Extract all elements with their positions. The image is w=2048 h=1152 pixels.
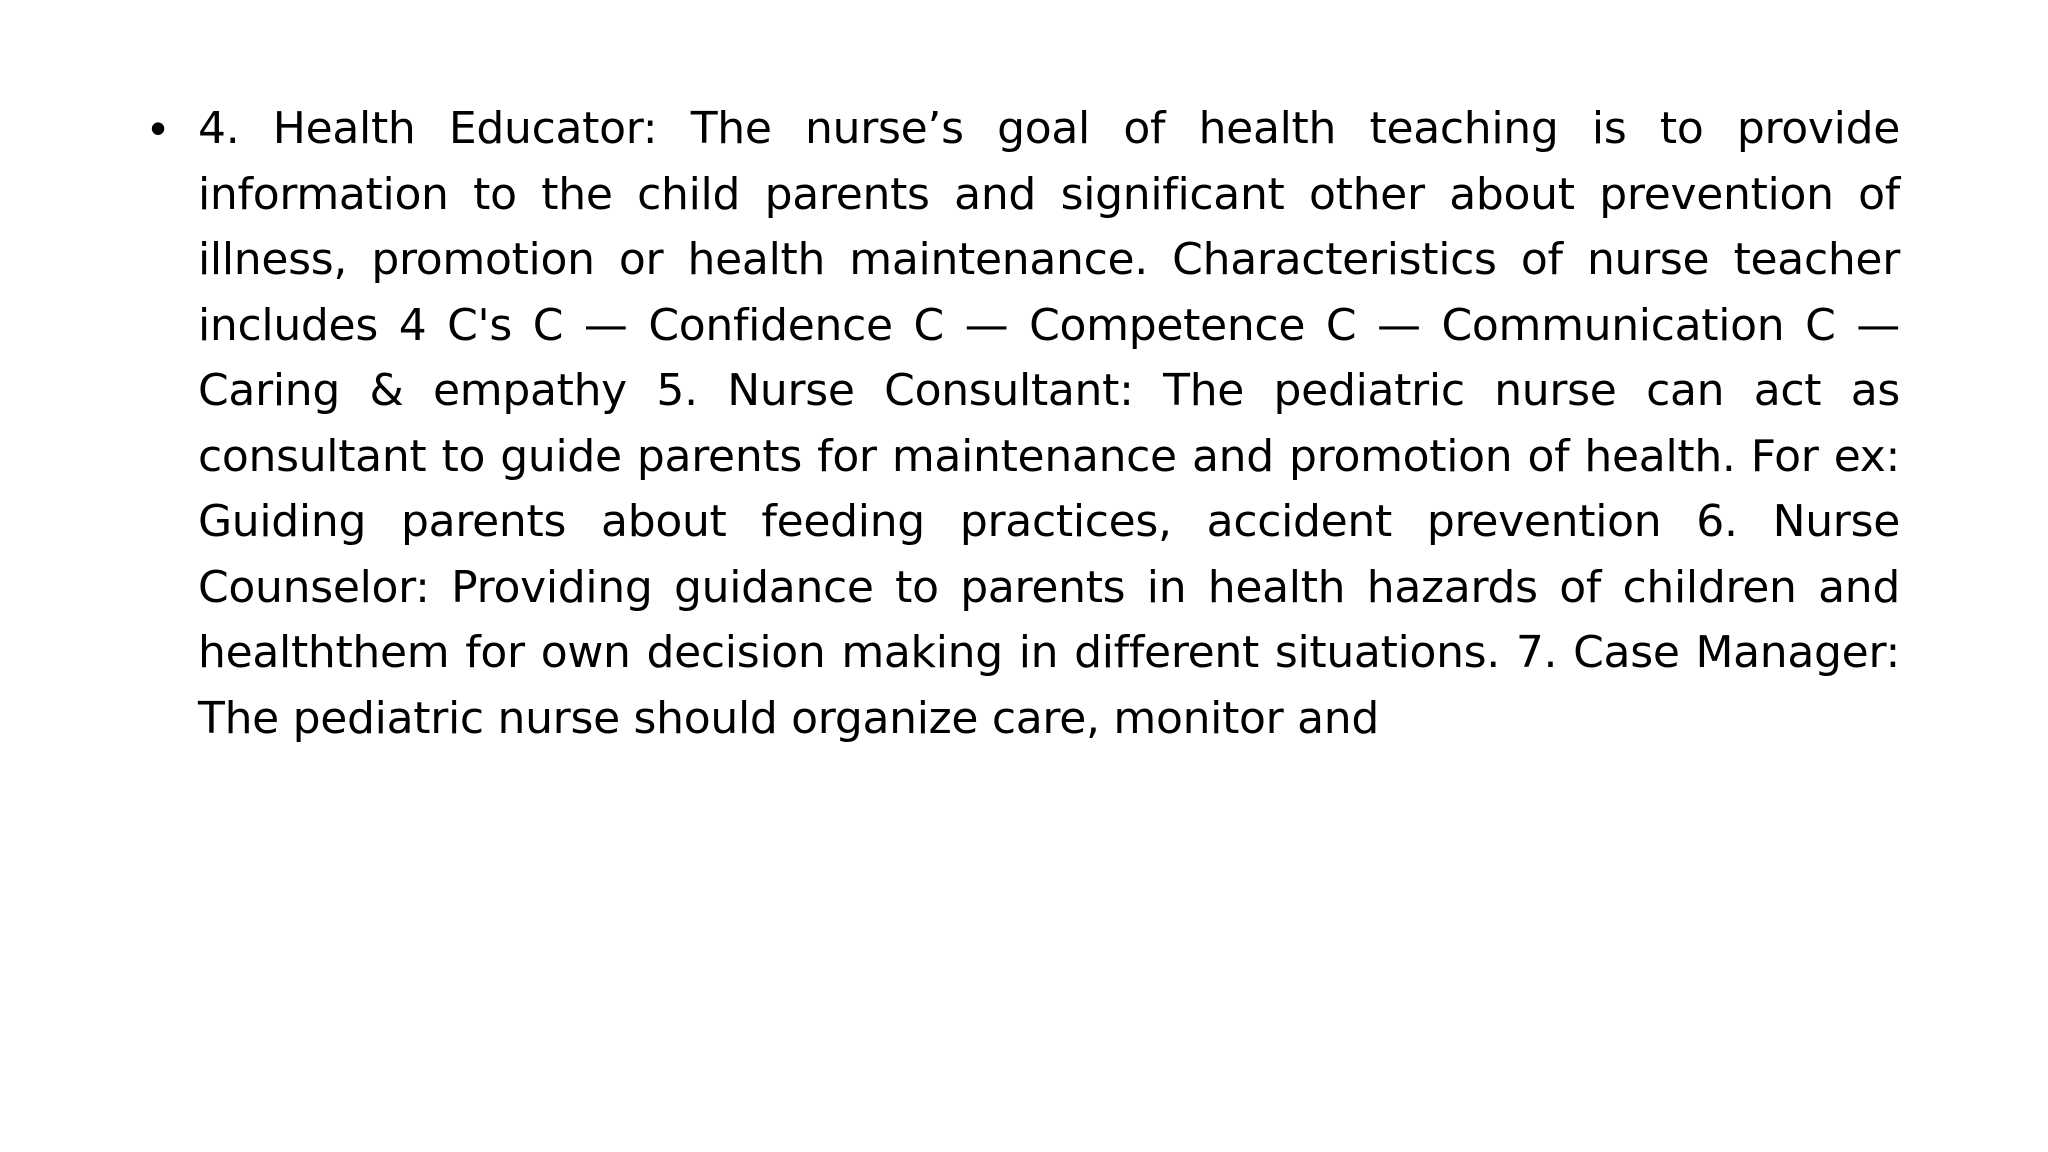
bullet-icon: • [150, 102, 167, 154]
slide-body [150, 96, 1900, 751]
bullet-text: 4. Health Educator: The nurse’s goal of health teaching is to provide information to the child parents and significant other about prevention of illness, promotion or health maintenance. Characteristics of nurse teacher includes 4 C's C — Confidence C — Competence C — Communication C — Caring & empathy 5. Nurse Consultant: The pediatric nurse can act as consultant to guide parents for maintenance and promotion of health. For ex: Guiding parents about feeding practices, accident prevention 6. Nurse Counselor: Providing guidance to parents in health hazards of children and healththem for own decision making in different situations. 7. Case Manager: The pediatric nurse should organize care, monitor and [198, 103, 1900, 744]
bullet-item [150, 96, 1900, 751]
